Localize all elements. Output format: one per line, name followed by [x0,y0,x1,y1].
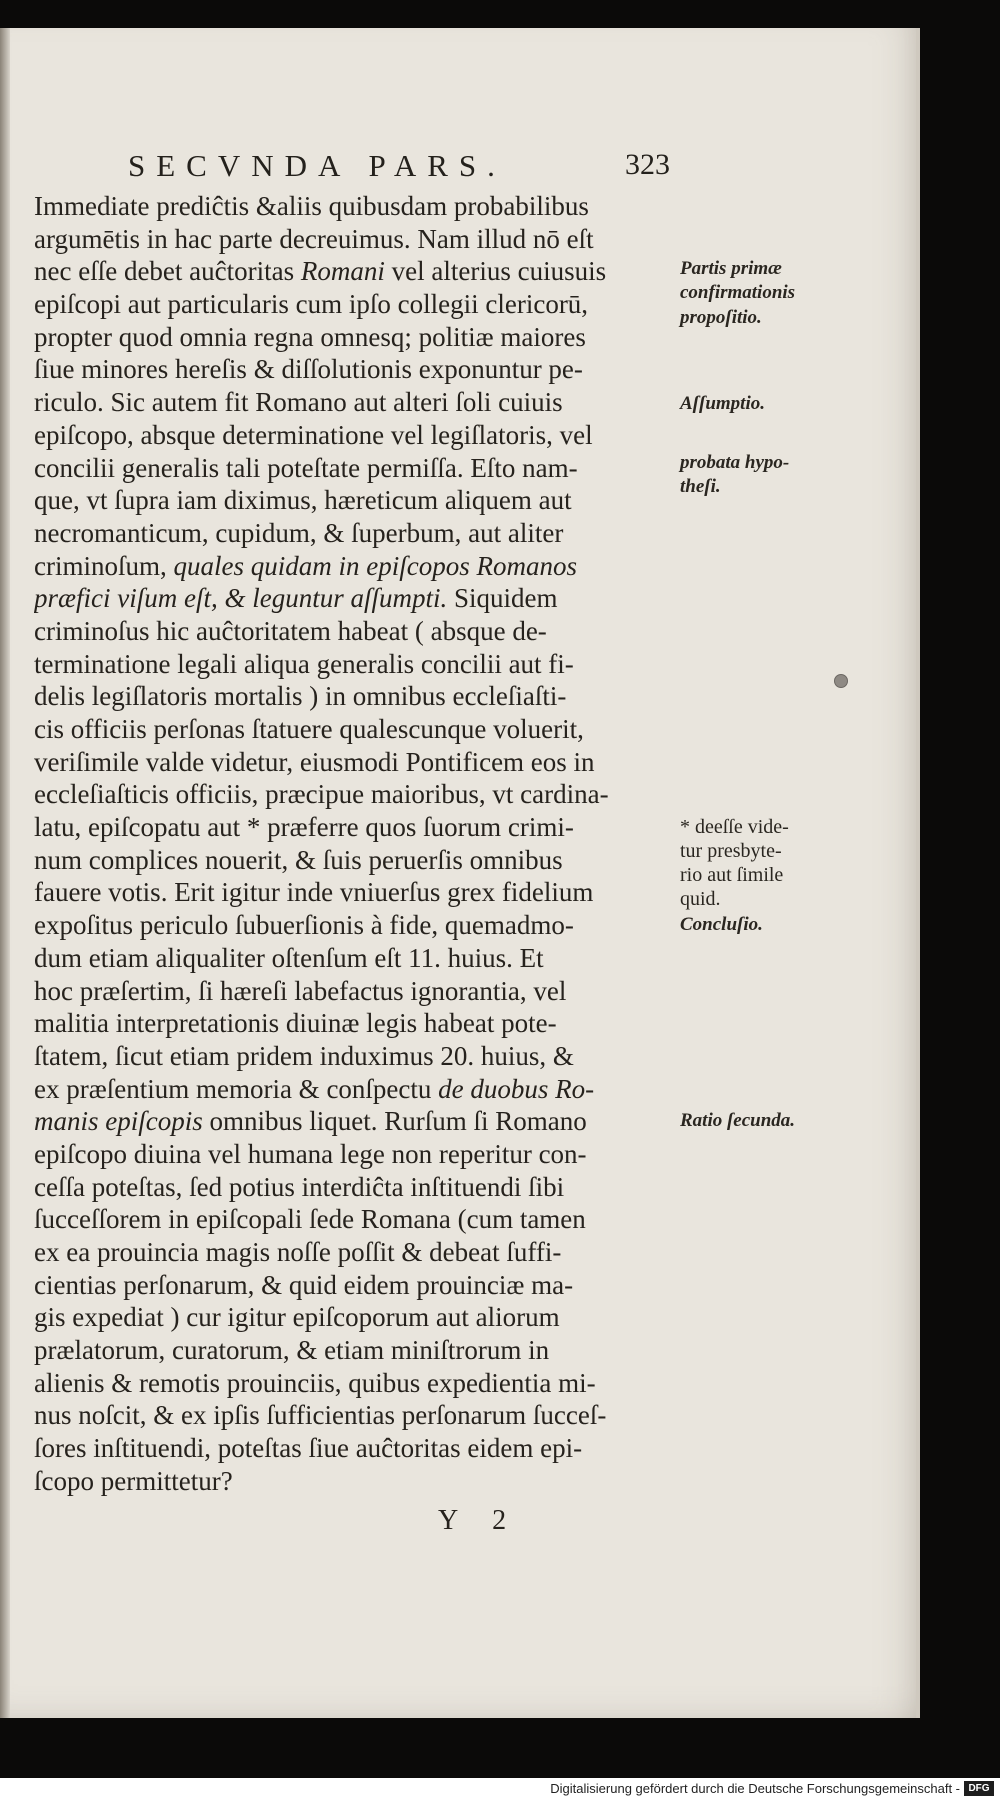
text-line: nus noſcit, & ex ipſis ſufficientias perſonarum ſucceſ- [34,1400,607,1431]
text-line: alienis & remotis prouinciis, quibus expedientia mi- [34,1367,596,1398]
text-line [34,550,682,583]
text-line: cientias perſonarum, & quid eidem prouinciæ ma- [34,1269,574,1300]
margin-note: propoſitio. [680,307,762,328]
text-line-roman: nec eſſe debet auĉtoritas [34,256,301,287]
text-line: epiſcopi aut particularis cum ipſo collegii clericorū, [34,289,589,320]
dfg-logo-icon: DFG [964,1781,994,1796]
text-line: gis expediat ) cur igitur epiſcoporum aut aliorum [34,1302,560,1333]
text-line: malitia interpretationis diuinæ legis habeat pote- [34,1008,557,1039]
text-line: ex ea prouincia magis noſſe poſſit & debeat ſuffi- [34,1237,562,1267]
text-line: fauere votis. Erit igitur inde vniuerſus grex fidelium [34,877,594,908]
footer-credit: Digitalisierung gefördert durch die Deutsche Forschungsgemeinschaft - [550,1781,960,1796]
text-line: Immediate prediĉtis &aliis quibusdam probabilibus [34,191,589,221]
body-text [34,190,682,1498]
text-line: num complices nouerit, & ſuis peruerſis omnibus [34,844,563,875]
text-line: criminoſus hic auĉtoritatem habeat ( absque de- [34,615,547,646]
text-line: argumētis in hac parte decreuimus. Nam illud nō eſt [34,223,594,254]
text-line: delis legiſlatoris mortalis ) in omnibus eccleſiaſti- [34,681,567,712]
text-line: concilii generalis tali poteſtate permiſſa. Eſto nam- [34,452,578,483]
text-line: ſucceſſorem in epiſcopali ſede Romana (cum tamen [34,1204,586,1235]
margin-note: Ratio ſecunda. [680,1110,796,1131]
text-line: prælatorum, curatorum, & etiam miniſtrorum in [34,1335,550,1366]
margin-note: tur presbyte- [680,840,782,862]
page-header [0,148,916,188]
text-line: riculo. Sic autem fit Romano aut alteri ſoli cuiuis [34,387,563,418]
footer-bar [0,1778,1000,1800]
text-line: hoc præſertim, ſi hæreſi labefactus ignorantia, vel [34,975,567,1006]
text-line: ſiue minores hereſis & diſſolutionis exponuntur pe- [34,354,583,385]
signature-mark: Y 2 [438,1505,521,1536]
text-line-italic: præfici viſum eſt, & leguntur aſſumpti. [34,583,448,614]
text-line: ſcopo permittetur? [34,1465,233,1496]
text-line: que, vt ſupra iam diximus, hæreticum aliquem aut [34,485,572,516]
text-line: expoſitus periculo ſubuerſionis à fide, quemadmo- [34,910,574,941]
page-number: 323 [625,148,670,181]
text-line [34,255,682,288]
margin-note: confirmationis [680,282,796,303]
page-gutter-edge [0,28,10,1718]
margin-note: probata hypo- [680,452,790,473]
margin-note: * deeſſe vide- [680,816,789,838]
text-line-italic: de duobus Ro- [438,1073,595,1104]
text-line-italic: manis epiſcopis [34,1106,203,1137]
text-line [34,1073,682,1106]
text-line-italic: quales quidam in epiſcopos Romanos [173,550,577,581]
text-line: necromanticum, cupidum, & ſuperbum, aut aliter [34,517,564,548]
text-line: propter quod omnia regna omnesq; politiæ maiores [34,321,586,352]
text-line-roman: omnibus liquet. Rurſum ſi Romano [202,1106,587,1137]
text-line-roman: criminoſum, [34,550,174,581]
margin-note: quid. [680,888,721,910]
text-line: dum etiam aliqualiter oſtenſum eſt 11. huius. Et [34,942,544,973]
text-line-roman: ex præſentium memoria & conſpectu [34,1073,439,1104]
text-line: ceſſa poteſtas, ſed potius interdiĉta inſtituendi ſibi [34,1171,565,1202]
paper-spot [834,674,848,688]
text-line-roman: vel alterius cuiusuis [384,256,607,287]
text-line: terminatione legali aliqua generalis concilii aut fi- [34,648,574,679]
text-line: latu, epiſcopatu aut * præferre quos ſuorum crimi- [34,812,574,843]
text-line: ſores inſtituendi, poteſtas ſiue auĉtoritas eidem epi- [34,1433,583,1464]
text-line: ſtatem, ſicut etiam pridem induximus 20. huius, & [34,1040,574,1071]
margin-note: theſi. [680,476,721,497]
text-line-roman: Siquidem [447,583,558,614]
margin-note: rio aut ſimile [680,864,784,886]
text-line [34,582,682,615]
text-line-italic: Romani [300,256,385,287]
running-head: SECVNDA PARS. [128,148,506,183]
margin-note: Partis primæ [680,258,782,279]
text-line: epiſcopo diuina vel humana lege non reperitur con- [34,1138,587,1169]
text-line: veriſimile valde videtur, eiusmodi Pontificem eos in [34,746,595,777]
text-line: epiſcopo, absque determinatione vel legiſlatoris, vel [34,419,593,450]
margin-note: Aſſumptio. [680,393,765,414]
text-line: cis officiis perſonas ſtatuere qualescunque voluerit, [34,714,584,744]
margin-note: Concluſio. [680,914,763,935]
text-line [34,1105,682,1138]
text-line: eccleſiaſticis officiis, præcipue maioribus, vt cardina- [34,779,609,810]
